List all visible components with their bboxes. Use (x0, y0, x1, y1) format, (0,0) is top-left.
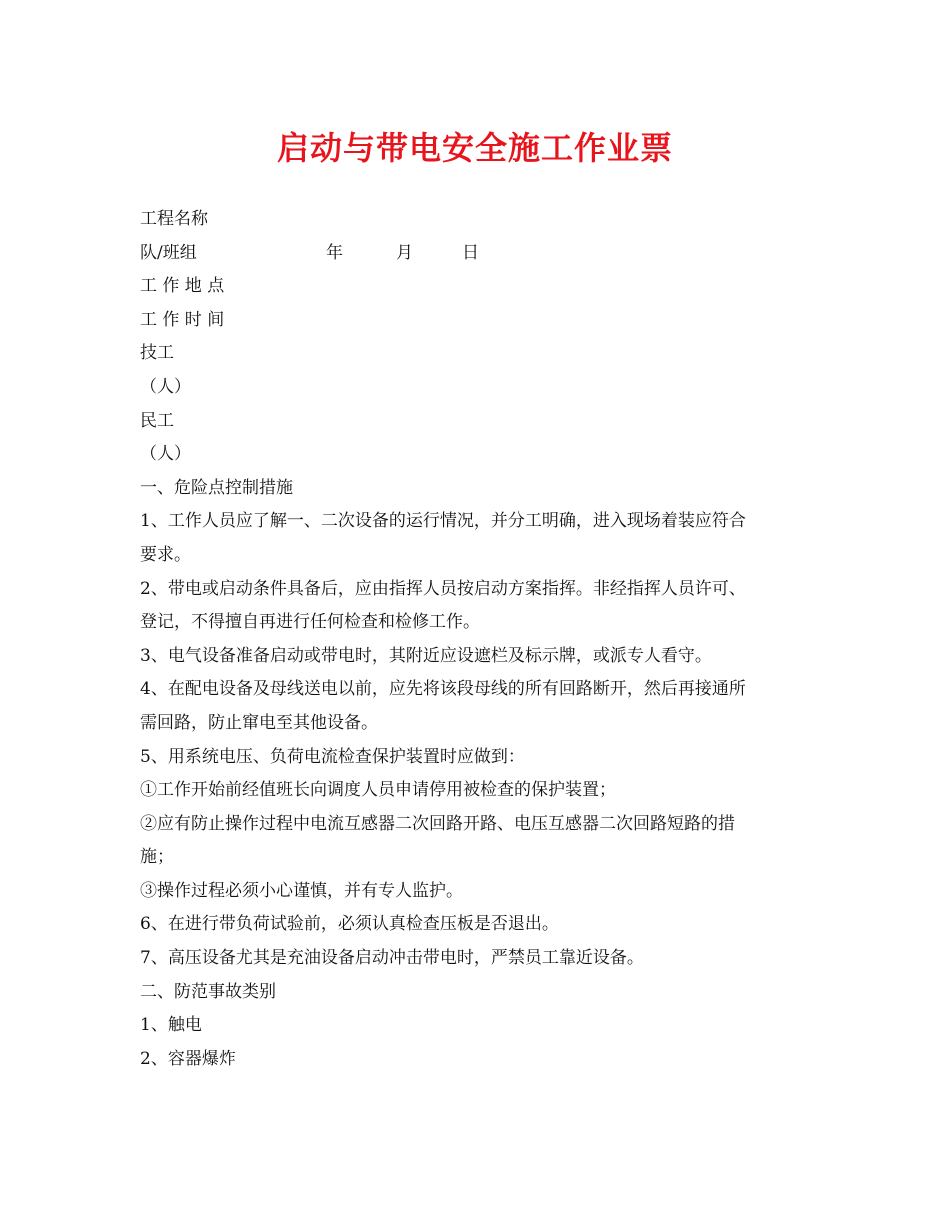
section2-heading: 二、防范事故类别 (140, 981, 276, 1002)
section1-line: 要求。 (140, 544, 191, 565)
section1-line: 2、带电或启动条件具备后，应由指挥人员按启动方案指挥。非经指挥人员许可、 (140, 578, 746, 599)
day-label: 日 (462, 242, 479, 263)
section1-line: 3、电气设备准备启动或带电时，其附近应设遮栏及标示牌，或派专人看守。 (140, 645, 712, 666)
section2-item: 2、容器爆炸 (140, 1048, 236, 1069)
section1-line: 1、工作人员应了解一、二次设备的运行情况，并分工明确，进入现场着装应符合 (140, 511, 746, 532)
work-location-label: 工 作 地 点 (140, 276, 225, 297)
section1-line: 5、用系统电压、负荷电流检查保护装置时应做到： (140, 746, 525, 767)
section1-line: 6、在进行带负荷试验前，必须认真检查压板是否退出。 (140, 914, 559, 935)
project-name-label: 工程名称 (140, 209, 208, 229)
year-label: 年 (326, 242, 343, 263)
section2-item: 1、触电 (140, 1015, 202, 1036)
team-date-line (140, 237, 820, 271)
section1-line: 施； (140, 847, 174, 868)
section1-line: 7、高压设备尤其是充油设备启动冲击带电时，严禁员工靠近设备。 (140, 948, 644, 969)
laborer-unit: （人） (140, 444, 191, 465)
section1-line: 需回路，防止窜电至其他设备。 (140, 712, 378, 733)
section1-line: ②应有防止操作过程中电流互感器二次回路开路、电压互感器二次回路短路的措 (140, 813, 735, 834)
section1-line: 登记，不得擅自再进行任何检查和检修工作。 (140, 612, 480, 633)
work-time-label: 工 作 时 间 (140, 309, 225, 330)
technician-unit: （人） (140, 376, 191, 397)
laborer-label: 民工 (140, 410, 174, 431)
team-label: 队/班组 (140, 242, 197, 263)
document-body (140, 203, 820, 1076)
section1-line: ③操作过程必须小心谨慎，并有专人监护。 (140, 880, 463, 901)
document-title: 启动与带电安全施工作业票 (276, 129, 673, 167)
section1-line: 4、在配电设备及母线送电以前，应先将该段母线的所有回路断开，然后再接通所 (140, 679, 746, 700)
section1-line: ①工作开始前经值班长向调度人员申请停用被检查的保护装置； (140, 780, 616, 801)
technician-label: 技工 (140, 343, 174, 364)
section1-heading: 一、危险点控制措施 (140, 477, 293, 498)
month-label: 月 (396, 242, 413, 263)
